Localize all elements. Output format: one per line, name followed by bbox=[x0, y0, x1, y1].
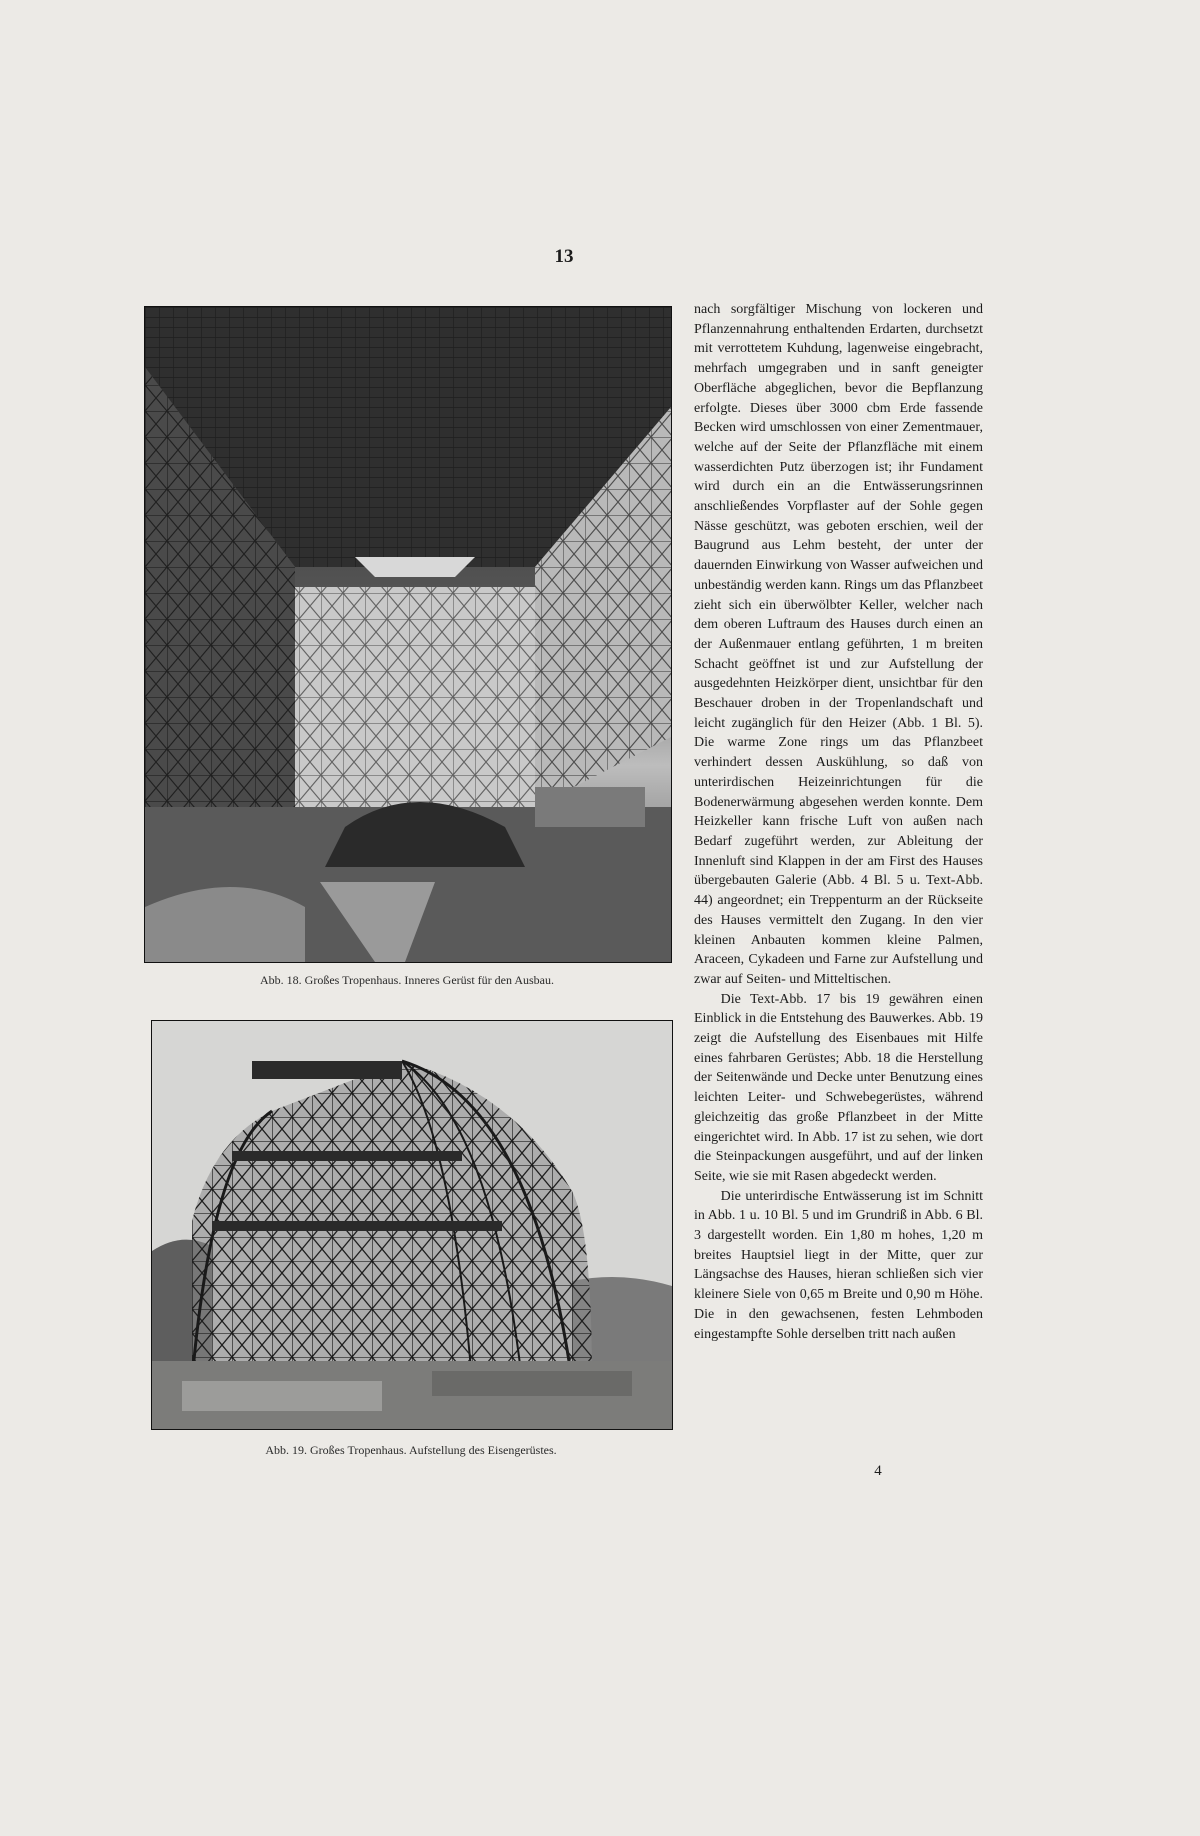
body-text-column bbox=[694, 300, 983, 1344]
body-paragraph: nach sorgfältiger Mischung von lockeren und Pflanzennahrung enthaltenden Erdarten, durchsetzt mit verrottetem Kuhdung, lagenweise eingebracht, mehrfach umgegraben und in sanft geneigter Oberfläche abgeglichen, bevor die Bepflanzung erfolgte. Dieses über 3000 cbm Erde fassende Becken wird umschlossen von einer Zementmauer, welche auf der Seite der Pflanzfläche mit einem wasserdichten Putz überzogen ist; ihr Fundament wird durch ein an die Entwässerungsrinnen anschließendes Vorpflaster auf der Sohle gegen Nässe geschützt, was geboten erschien, weil der Baugrund aus Lehm besteht, der unter der dauernden Einwirkung von Wasser aufweichen und unbeständig werden kann. Rings um das Pflanzbeet zieht sich ein überwölbter Keller, welcher nach dem oberen Luftraum des Hauses durch einen an der Außenmauer entlang geführten, 1 m breiten Schacht geöffnet ist und zur Aufstellung der ausgedehnten Heizkörper dient, unsichtbar für den Beschauer droben in der Tropenlandschaft und leicht zugänglich für den Heizer (Abb. 1 Bl. 5). Die warme Zone rings um das Pflanzbeet verhindert dessen Auskühlung, so daß von unterirdischen Heizeinrichtungen für die Bodenerwärmung abgesehen werden konnte. Dem Heizkeller kann frische Luft von außen nach Bedarf zugeführt werden, zur Ableitung der Innenluft sind Klappen in der am First des Hauses übergebauten Galerie (Abb. 4 Bl. 5 u. Text-Abb. 44) angeordnet; ein Treppenturm an der Rückseite des Hauses vermittelt den Zugang. In den vier kleinen Anbauten kommen kleine Palmen, Araceen, Cykadeen und Farne zur Aufstellung und zwar auf Seiten- und Mitteltischen. bbox=[694, 302, 983, 987]
figure-18-photo bbox=[144, 306, 672, 963]
figure-19-caption: Abb. 19. Großes Tropenhaus. Aufstellung des Eisengerüstes. bbox=[265, 1443, 557, 1457]
body-paragraph: Die Text-Abb. 17 bis 19 gewähren einen Einblick in die Entstehung des Bauwerkes. Abb. 19 zeigt die Aufstellung des Eisenbaues mit Hilfe eines fahrbaren Gerüstes; Abb. 18 die Herstellung der Seitenwände und Decke unter Benutzung eines leichten Leiter- und Schwebegerüstes, während gleichzeitig das große Pflanzbeet in der Mitte eingerichtet wird. In Abb. 17 ist zu sehen, wie dort die Steinpackungen ausgeführt, und auf der linken Seite, wie sie mit Rasen abgedeckt werden. bbox=[694, 991, 983, 1184]
body-paragraph: Die unterirdische Entwässerung ist im Schnitt in Abb. 1 u. 10 Bl. 5 und im Grundriß in Abb. 6 Bl. 3 dargestellt worden. Ein 1,80 m hohes, 1,20 m breites Hauptsiel liegt in der Mitte, quer zur Längsachse des Hauses, hieran schließen sich vier kleinere Siele von 0,65 m Breite und 0,90 m Höhe. Die in den gewachsenen, festen Lehmboden eingestampfte Sohle derselben tritt nach außen bbox=[694, 1188, 983, 1342]
figure-19-photo bbox=[151, 1020, 673, 1430]
signature-mark: 4 bbox=[874, 1463, 882, 1479]
figure-18-caption: Abb. 18. Großes Tropenhaus. Inneres Gerüst für den Ausbau. bbox=[260, 973, 554, 987]
page-number: 13 bbox=[554, 246, 574, 267]
